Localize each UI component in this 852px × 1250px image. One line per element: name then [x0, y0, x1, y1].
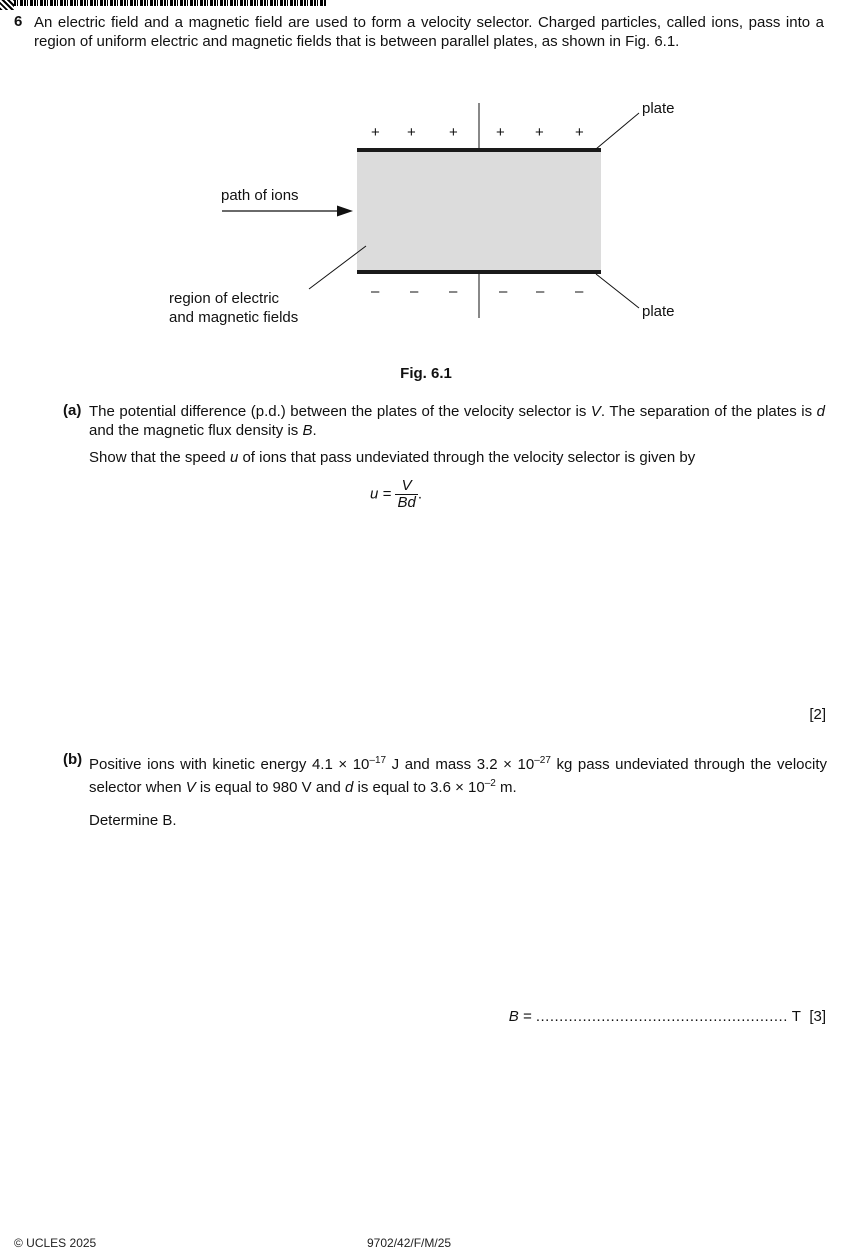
top-sign-6: +	[575, 124, 584, 141]
field-region	[357, 151, 601, 272]
bottom-sign-3: –	[449, 283, 458, 300]
figure-6-1	[0, 0, 852, 400]
top-plate	[357, 148, 601, 152]
question-number: 6	[14, 13, 23, 30]
bottom-plate-leader	[596, 274, 639, 308]
label-path-of-ions: path of ions	[221, 187, 299, 204]
top-sign-3: +	[449, 124, 458, 141]
top-sign-4: +	[496, 124, 505, 141]
formula-u: u = $\frac{V}{Bd}$ .	[370, 477, 422, 511]
part-a-marks: [2]	[809, 706, 826, 723]
answer-dots[interactable]: ......................................................	[535, 1008, 788, 1025]
part-b-label: (b)	[63, 751, 83, 768]
part-a-label: (a)	[63, 402, 82, 419]
bottom-sign-5: –	[536, 283, 545, 300]
part-a-text: The potential difference (p.d.) between the plates of the velocity selector is V. The separation of the plates is d and the magnetic flux density is B.	[89, 403, 825, 439]
part-b-marks: [3]	[809, 1008, 826, 1025]
label-plate-bottom: plate	[642, 303, 675, 320]
part-a-show: Show that the speed u of ions that pass undeviated through the velocity selector is given by	[89, 449, 696, 466]
part-b-answer-line: B = ...................................................... T [3]	[508, 1008, 826, 1025]
label-plate-top: plate	[642, 100, 675, 117]
label-region-line2: and magnetic fields	[169, 309, 299, 326]
bottom-sign-4: –	[499, 283, 508, 300]
bottom-sign-1: –	[371, 283, 380, 300]
top-sign-2: +	[407, 124, 416, 141]
ion-path-arrowhead	[337, 206, 353, 217]
top-sign-5: +	[535, 124, 544, 141]
footer-copyright: © UCLES 2025	[14, 1236, 97, 1250]
label-region-line1: region of electric	[169, 290, 280, 307]
top-sign-1: +	[371, 124, 380, 141]
question-intro: An electric field and a magnetic field are used to form a velocity selector. Charged particles, called ions, pass into a region of uniform electric and magnetic fields that is between parallel plates, as shown in Fig. 6.1.	[34, 14, 824, 50]
footer-paper-code: 9702/42/F/M/25	[367, 1236, 452, 1250]
bottom-plate	[357, 270, 601, 274]
top-plate-leader	[596, 113, 639, 149]
bottom-sign-2: –	[410, 283, 419, 300]
figure-caption: Fig. 6.1	[400, 365, 452, 382]
part-b-instruction: Determine B.	[89, 812, 177, 829]
part-b-text: Positive ions with kinetic energy $4.1 \times 10^{-17}$ J and mass $3.2 \times 10^{-27}$ kg pass undeviated through the velocity selector when V is equal to 980 V and d is equal to $3.6 \times 10^{-2}$ m.	[89, 755, 827, 796]
formula-fraction: $\frac{V}{Bd}$	[397, 477, 416, 511]
bottom-sign-6: –	[575, 283, 584, 300]
